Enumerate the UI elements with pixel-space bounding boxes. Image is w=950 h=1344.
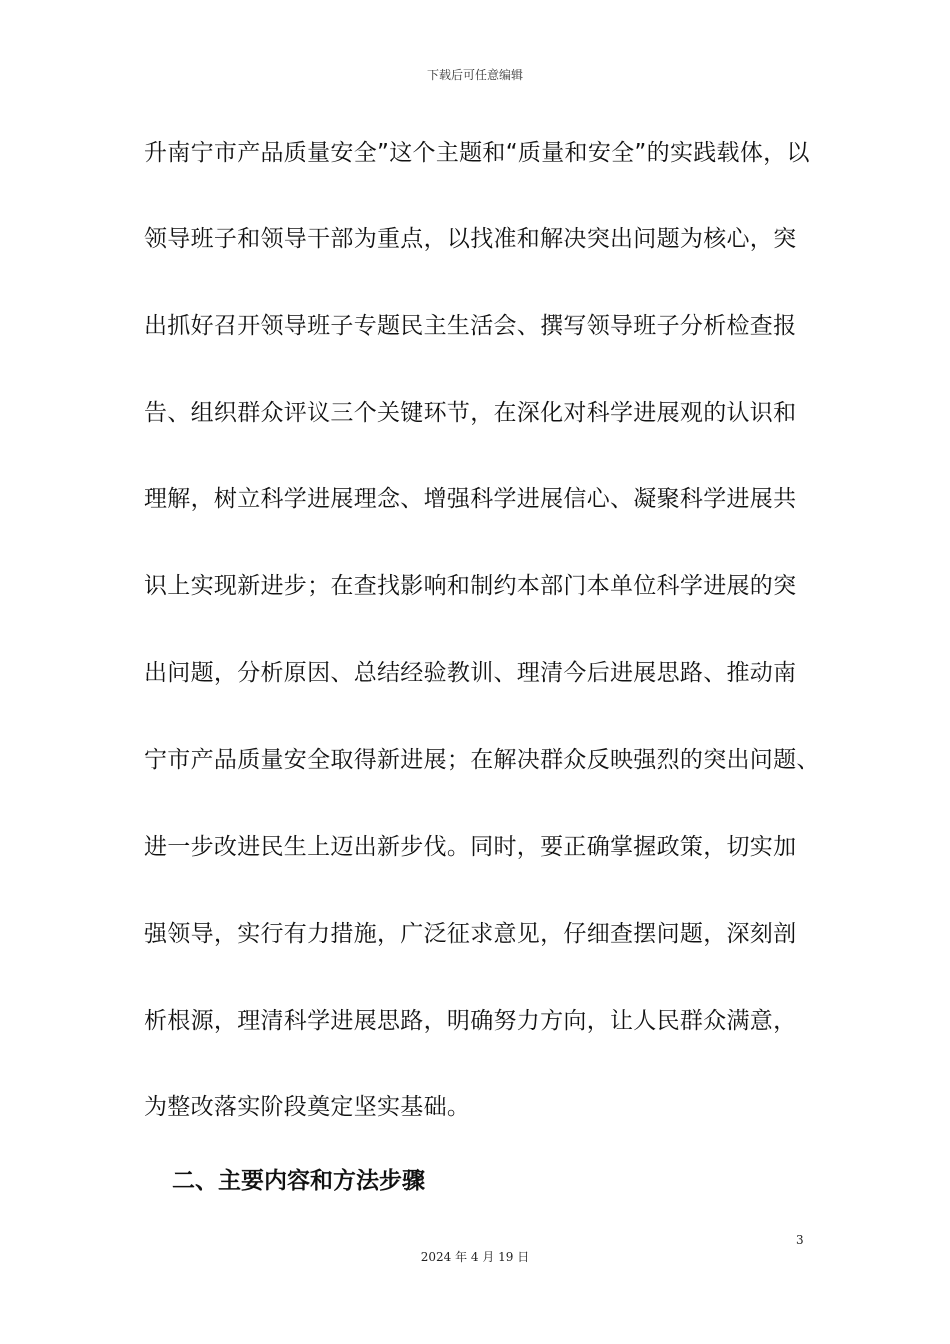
page-header: 下载后可任意编辑: [426, 68, 523, 82]
body-line: 强领导，实行有力措施，广泛征求意见，仔细查摆问题，深刻剖: [144, 921, 797, 947]
body-line: 出抓好召开领导班子专题民主生活会、撰写领导班子分析检查报: [144, 313, 797, 339]
footer-date: 2024 年 4 月 19 日: [420, 1250, 530, 1264]
body-line: 理解，树立科学进展理念、增强科学进展信心、凝聚科学进展共: [144, 486, 797, 512]
body-line: 升南宁市产品质量安全”这个主题和“质量和安全”的实践载体，以: [144, 140, 810, 166]
body-line: 宁市产品质量安全取得新进展；在解决群众反映强烈的突出问题、: [144, 747, 820, 773]
section-heading: 二、主要内容和方法步骤: [172, 1168, 425, 1194]
body-line: 领导班子和领导干部为重点，以找准和解决突出问题为核心，突: [144, 226, 797, 252]
body-line: 识上实现新进步；在查找影响和制约本部门本单位科学进展的突: [144, 573, 797, 599]
body-line: 出问题，分析原因、总结经验教训、理清今后进展思路、推动南: [144, 660, 797, 686]
page-number: 3: [796, 1233, 804, 1247]
body-line: 告、组织群众评议三个关键环节，在深化对科学进展观的认识和: [144, 400, 797, 426]
body-line: 进一步改进民生上迈出新步伐。同时，要正确掌握政策，切实加: [144, 834, 797, 860]
body-line: 析根源，理清科学进展思路，明确努力方向，让人民群众满意，: [144, 1008, 797, 1034]
body-line: 为整改落实阶段奠定坚实基础。: [144, 1094, 471, 1120]
